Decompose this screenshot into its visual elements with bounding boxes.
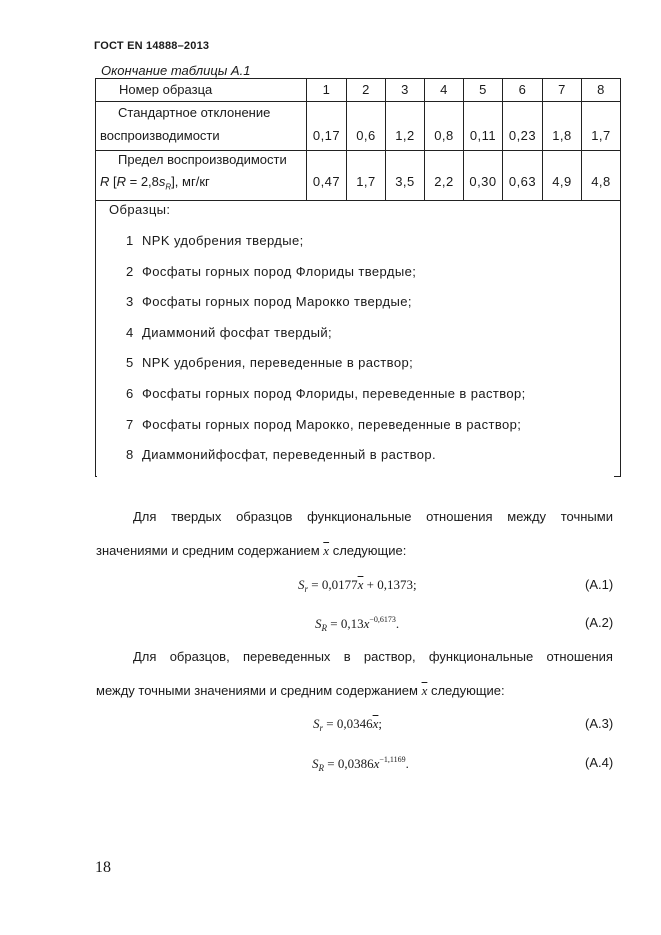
row-label: воспроизводимости — [100, 128, 220, 143]
page-number: 18 — [95, 859, 111, 876]
sample-item — [126, 417, 521, 432]
word: твердых — [171, 509, 222, 524]
standard-header: ГОСТ EN 14888–2013 — [94, 40, 210, 52]
table-cell: 1,7 — [356, 174, 376, 189]
eq-lhs: S — [313, 716, 320, 731]
x-mean-var: $\overline{x}$ — [421, 683, 428, 698]
word: отношения — [546, 649, 613, 664]
word: образцов, — [169, 649, 230, 664]
eq-exponent: −1,1169 — [379, 755, 406, 764]
word: отношения — [426, 509, 493, 524]
eq-rest: . — [405, 756, 409, 771]
sample-number: 3 — [126, 294, 134, 309]
eq-body: = 0,0177 — [308, 577, 358, 592]
table-cell: 1,8 — [552, 128, 572, 143]
eq-rest: ; — [378, 716, 383, 731]
text: следующие: — [427, 683, 505, 698]
sample-item — [126, 355, 413, 370]
sample-item — [126, 233, 304, 248]
eq-lhs: S — [312, 756, 319, 771]
eq-exponent: −0,6173 — [369, 615, 396, 624]
sample-number: 8 — [126, 447, 134, 462]
sample-item — [126, 294, 412, 309]
word: точными — [560, 509, 613, 524]
sample-number: 1 — [126, 233, 134, 248]
table-cell: 0,30 — [469, 174, 497, 189]
table-border-left — [95, 78, 96, 477]
sample-item — [126, 386, 526, 401]
sample-text: Фосфаты горных пород Марокко, переведенные в раствор; — [142, 417, 522, 432]
header-sample-number: Номер образца — [119, 82, 213, 97]
paragraph-1-line-2 — [96, 543, 406, 559]
label-var-s: s — [158, 174, 166, 189]
table-cell: 4,8 — [591, 174, 611, 189]
sample-number: 5 — [126, 355, 134, 370]
eq-lhs-sub: r — [304, 584, 309, 594]
label-bracket: [ — [109, 174, 117, 189]
table-cell: 0,11 — [469, 128, 497, 143]
word: Для — [133, 649, 157, 664]
word: функциональные — [307, 509, 412, 524]
eq-var: $\overline{x}$ — [357, 577, 364, 592]
equation-a1 — [298, 577, 417, 594]
eq-var: x — [373, 756, 380, 771]
eq-lhs: S — [315, 616, 322, 631]
column-header: 4 — [440, 82, 448, 97]
equation-number: (А.3) — [585, 716, 614, 731]
column-header: 7 — [558, 82, 566, 97]
eq-rest: . — [395, 616, 400, 631]
column-header: 8 — [597, 82, 605, 97]
paragraph-1-line-1 — [133, 509, 613, 524]
equation-a3 — [313, 716, 382, 733]
sample-text: Фосфаты горных пород Флориды, переведенные в раствор; — [142, 386, 526, 401]
row-label — [100, 174, 210, 192]
sample-text: Диаммонийфосфат, переведенный в раствор. — [142, 447, 436, 462]
column-header: 5 — [479, 82, 487, 97]
x-mean-var: $\overline{x}$ — [323, 543, 330, 558]
samples-title: Образцы: — [109, 202, 171, 217]
label-var-r: R — [116, 174, 127, 189]
table-cell: 0,8 — [434, 128, 454, 143]
eq-lhs-sub: R — [321, 623, 327, 633]
table-cell: 3,5 — [395, 174, 415, 189]
sample-number: 7 — [126, 417, 134, 432]
equation-a4 — [312, 755, 409, 773]
sample-text: NPK удобрения твердые; — [142, 233, 304, 248]
row-label: Стандартное отклонение — [118, 105, 271, 120]
label-tail: ], мг/кг — [171, 174, 210, 189]
sample-number: 4 — [126, 325, 134, 340]
sample-text: Фосфаты горных пород Марокко твердые; — [142, 294, 412, 309]
equation-number: (А.1) — [585, 577, 614, 592]
table-cell: 2,2 — [434, 174, 454, 189]
text: следующие: — [329, 543, 407, 558]
text: значениями и средним содержанием — [96, 543, 324, 558]
sample-number: 6 — [126, 386, 134, 401]
eq-lhs-sub: R — [318, 763, 324, 773]
word: образцов — [236, 509, 293, 524]
label-var-r: R — [100, 174, 110, 189]
word: переведенных — [242, 649, 331, 664]
eq-var: x — [363, 616, 370, 631]
table-cell: 1,7 — [591, 128, 611, 143]
table-cell: 0,23 — [508, 128, 537, 143]
table-cell: 0,6 — [356, 128, 376, 143]
equation-a2 — [315, 615, 399, 633]
table-cell: 1,2 — [395, 128, 415, 143]
sample-text: Фосфаты горных пород Флориды твердые; — [142, 264, 417, 279]
word: в — [343, 649, 351, 664]
column-header: 6 — [518, 82, 527, 97]
table-corner — [95, 476, 97, 477]
eq-lhs: S — [298, 577, 305, 592]
eq-var: $\overline{x}$ — [372, 716, 379, 731]
column-header: 2 — [362, 82, 370, 97]
table-corner — [614, 476, 621, 477]
eq-rest: + 0,1373; — [363, 577, 417, 592]
word: между — [507, 509, 547, 524]
row-divider — [95, 200, 621, 201]
table-cell: 4,9 — [552, 174, 572, 189]
sample-item — [126, 447, 436, 462]
eq-body: = 0,0346 — [323, 716, 373, 731]
column-header: 3 — [401, 82, 409, 97]
table-caption: Окончание таблицы А.1 — [101, 63, 251, 78]
row-label: Предел воспроизводимости — [118, 152, 287, 167]
sample-number: 2 — [126, 264, 134, 279]
word: функциональные — [428, 649, 534, 664]
column-header: 1 — [322, 82, 331, 97]
table-cell: 0,47 — [312, 174, 341, 189]
equation-number: (А.4) — [585, 755, 614, 770]
sample-item — [126, 264, 416, 279]
sample-text: Диаммоний фосфат твердый; — [142, 325, 333, 340]
sample-item — [126, 325, 332, 340]
paragraph-2-line-1 — [133, 649, 613, 664]
eq-lhs-sub: r — [319, 723, 324, 733]
paragraph-2-line-2 — [96, 683, 505, 699]
text: между точными значениями и средним содержанием — [96, 683, 422, 698]
table-border-right — [620, 78, 621, 477]
table-cell: 0,17 — [312, 128, 341, 143]
equation-number: (А.2) — [585, 615, 614, 630]
eq-body: = 0,0386 — [324, 756, 374, 771]
word: Для — [133, 509, 157, 524]
eq-body: = 0,13 — [327, 616, 364, 631]
label-var-sub: R — [165, 182, 172, 192]
label-eq: = 2,8 — [126, 174, 159, 189]
sample-text: NPK удобрения, переведенные в раствор; — [142, 355, 414, 370]
word: раствор, — [363, 649, 416, 664]
table-cell: 0,63 — [508, 174, 537, 189]
